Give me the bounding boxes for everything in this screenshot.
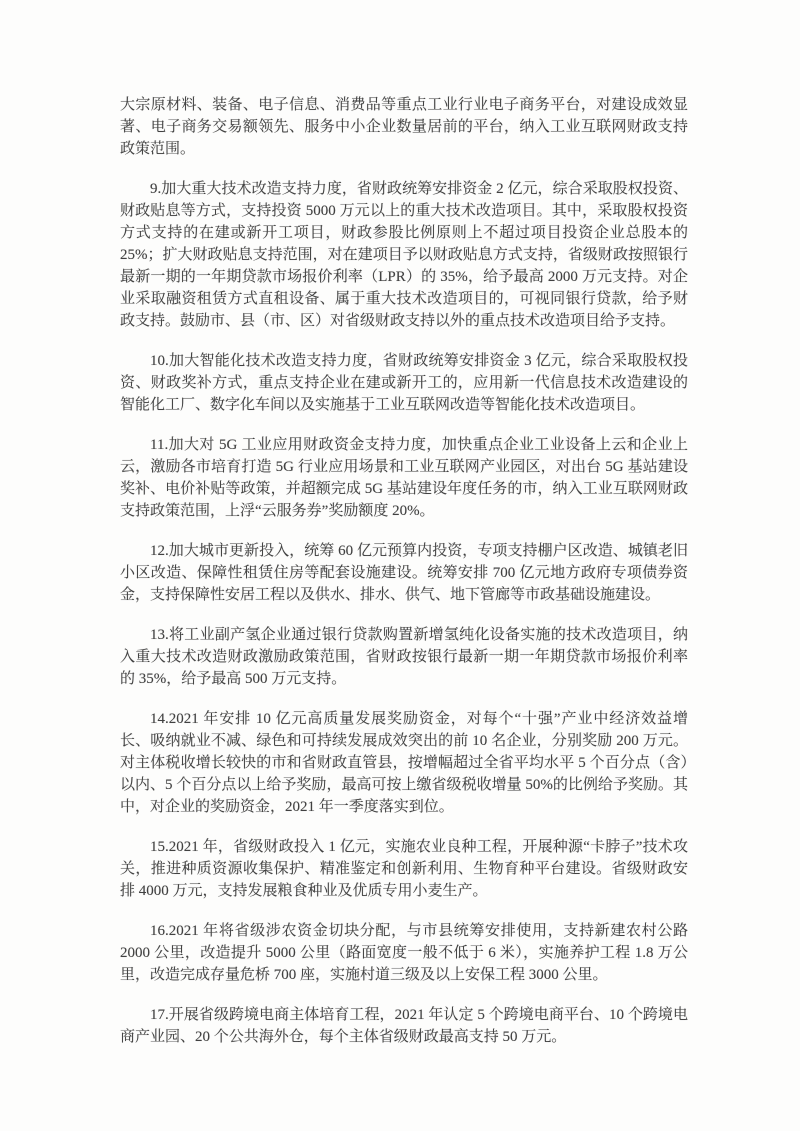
document-text-block — [120, 94, 688, 1066]
paragraph-item-14: 14.2021 年安排 10 亿元高质量发展奖励资金，对每个“十强”产业中经济效益增长、吸纳就业不减、绿色和可持续发展成效突出的前 10 名企业，分别奖励 200 万元。对主体税收增长较快的市和省财政直管县，按增幅超过全省平均水平 5 个百分点（含）以内、5 个百分点以上给予奖励，最高可按上缴省级税收增量 50%的比例给予奖励。其中，对企业的奖励资金，2021 年一季度落实到位。 — [120, 711, 688, 815]
paragraph-item-16: 16.2021 年将省级涉农资金切块分配，与市县统筹安排使用，支持新建农村公路 2000 公里，改造提升 5000 公里（路面宽度一般不低于 6 米），实施养护工程 1.8 万公里，改造完成存量危桥 700 座，实施村道三级及以上安保工程 3000 公里。 — [120, 923, 688, 983]
paragraph-item-13: 13.将工业副产氢企业通过银行贷款购置新增氢纯化设备实施的技术改造项目，纳入重大技术改造财政激励政策范围，省财政按银行最新一期一年期贷款市场报价利率的 35%，给予最高 500 万元支持。 — [120, 627, 688, 687]
paragraph-item-11: 11.加大对 5G 工业应用财政资金支持力度，加快重点企业工业设备上云和企业上云，激励各市培育打造 5G 行业应用场景和工业互联网产业园区，对出台 5G 基站建设奖补、电价补贴等政策，并超额完成 5G 基站建设年度任务的市，纳入工业互联网财政支持政策范围，上浮“云服务券”奖励额度 20%。 — [120, 437, 688, 519]
paragraph-item-9: 9.加大重大技术改造支持力度，省财政统筹安排资金 2 亿元，综合采取股权投资、财政贴息等方式，支持投资 5000 万元以上的重大技术改造项目。其中，采取股权投资方式支持的在建或新开工项目，财政参股比例原则上不超过项目投资企业总股本的 25%；扩大财政贴息支持范围，对在建项目予以财政贴息方式支持，省级财政按照银行最新一期的一年期贷款市场报价利率（LPR）的 35%，给予最高 2000 万元支持。对企业采取融资租赁方式直租设备、属于重大技术改造项目的，可视同银行贷款，给予财政支持。鼓励市、县（市、区）对省级财政支持以外的重点技术改造项目给予支持。 — [120, 181, 688, 329]
paragraph-item-17: 17.开展省级跨境电商主体培育工程，2021 年认定 5 个跨境电商平台、10 个跨境电商产业园、20 个公共海外仓，每个主体省级财政最高支持 50 万元。 — [120, 1007, 688, 1045]
paragraph-item-15: 15.2021 年，省级财政投入 1 亿元，实施农业良种工程，开展种源“卡脖子”技术攻关，推进种质资源收集保护、精准鉴定和创新利用、生物育种平台建设。省级财政安排 4000 万元，支持发展粮食种业及优质专用小麦生产。 — [120, 839, 688, 899]
paragraph-continuation: 大宗原材料、装备、电子信息、消费品等重点工业行业电子商务平台，对建设成效显著、电子商务交易额领先、服务中小企业数量居前的平台，纳入工业互联网财政支持政策范围。 — [120, 97, 688, 157]
paragraph-item-10: 10.加大智能化技术改造支持力度，省财政统筹安排资金 3 亿元，综合采取股权投资、财政奖补方式，重点支持企业在建或新开工的，应用新一代信息技术改造建设的智能化工厂、数字化车间以及实施基于工业互联网改造等智能化技术改造项目。 — [120, 353, 688, 413]
paragraph-item-12: 12.加大城市更新投入，统筹 60 亿元预算内投资，专项支持棚户区改造、城镇老旧小区改造、保障性租赁住房等配套设施建设。统筹安排 700 亿元地方政府专项债券资金，支持保障性安居工程以及供水、排水、供气、地下管廊等市政基础设施建设。 — [120, 543, 688, 603]
